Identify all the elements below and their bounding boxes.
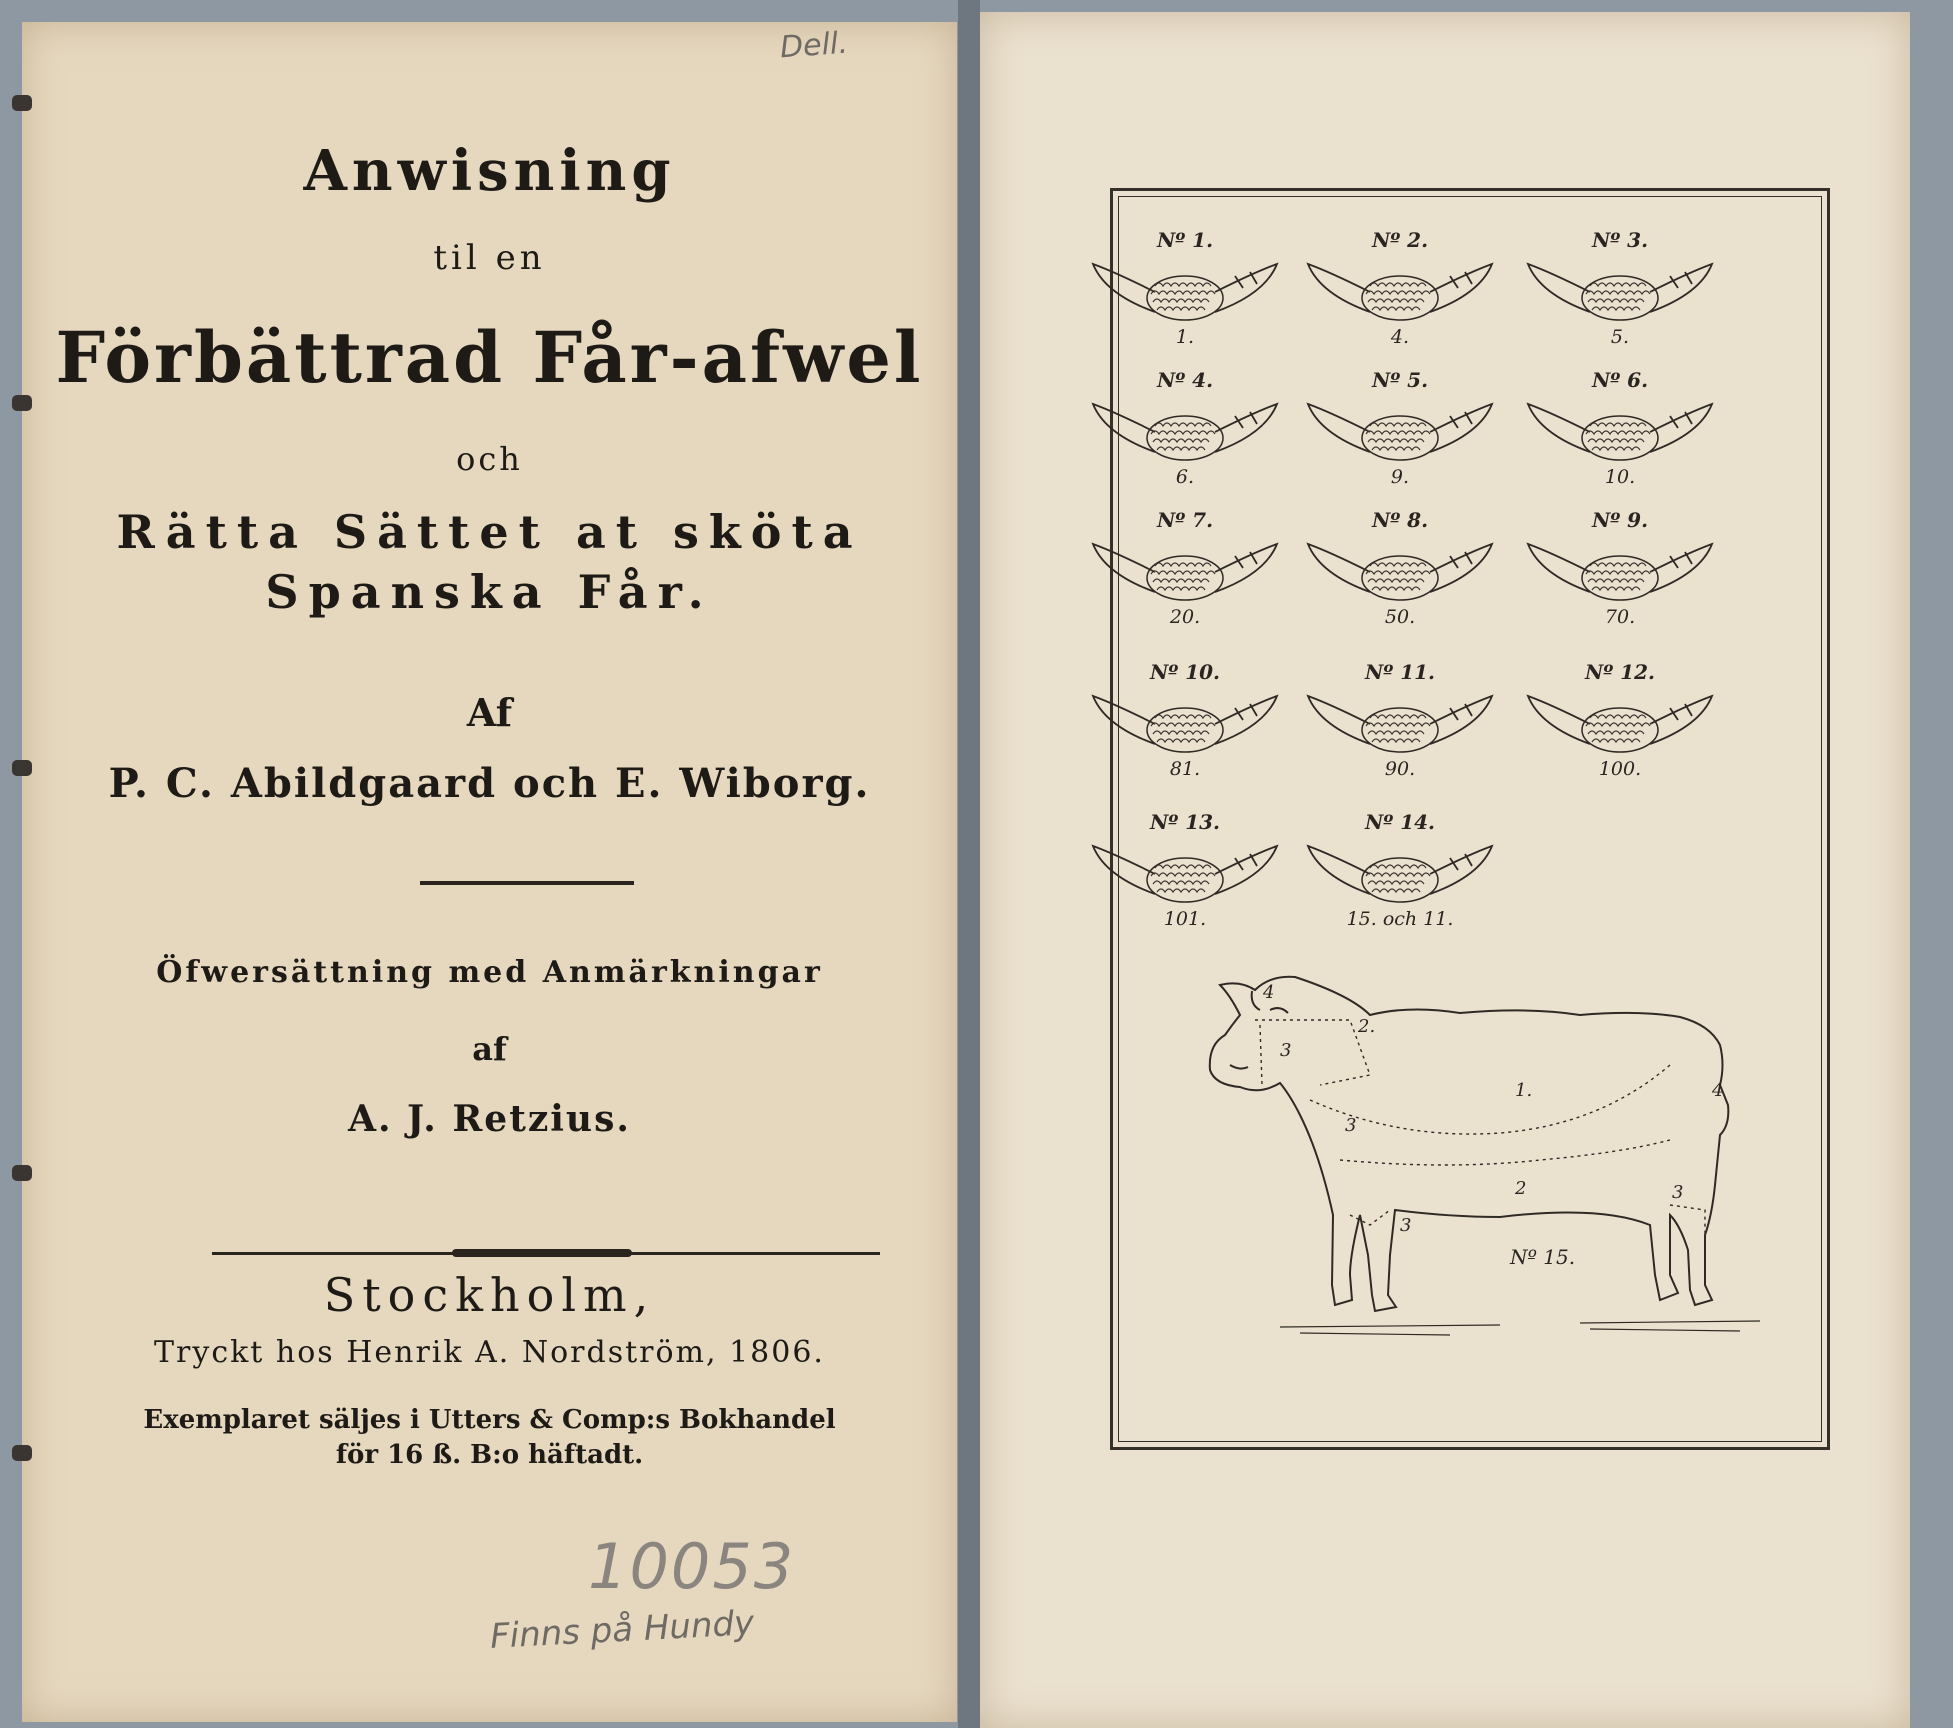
wool-ear-icon xyxy=(1520,254,1720,326)
figure-number: Nº 14. xyxy=(1364,810,1436,834)
figure-number: Nº 6. xyxy=(1591,368,1649,392)
figure-number: Nº 4. xyxy=(1156,368,1214,392)
figure-number: Nº 3. xyxy=(1591,228,1649,252)
wool-ear-icon xyxy=(1085,686,1285,758)
imprint-city: Stockholm, xyxy=(323,1268,656,1322)
wool-sample-figure xyxy=(1300,368,1500,488)
wool-ear-icon xyxy=(1085,394,1285,466)
imprint-printer: Tryckt hos Henrik A. Nordström, 1806. xyxy=(154,1335,825,1370)
wool-grade: 70. xyxy=(1604,606,1636,628)
sheep-figure-label: Nº 15. xyxy=(1510,1245,1576,1269)
wool-grade: 100. xyxy=(1598,758,1642,780)
subtitle-line-2: Spanska Får. xyxy=(265,565,714,619)
sheep-region-label: 3 xyxy=(1345,1115,1357,1136)
wool-grade: 1. xyxy=(1175,326,1195,348)
wool-grade: 20. xyxy=(1169,606,1201,628)
figure-number: Nº 13. xyxy=(1149,810,1221,834)
ornamental-rule-center xyxy=(452,1249,632,1257)
wool-grade: 5. xyxy=(1610,326,1630,348)
sheep-region-label: 4 xyxy=(1712,1080,1724,1101)
wool-sample-figure xyxy=(1300,508,1500,628)
wool-sample-figure xyxy=(1085,508,1285,628)
wool-ear-icon xyxy=(1085,836,1285,908)
sheep-region-label: 3 xyxy=(1400,1215,1412,1236)
pencil-accession-number: 10053 xyxy=(588,1530,796,1603)
wool-grade: 9. xyxy=(1390,466,1410,488)
wool-sample-figure xyxy=(1520,660,1720,780)
wool-grade: 15. och 11. xyxy=(1346,908,1454,930)
wool-ear-icon xyxy=(1300,836,1500,908)
wool-ear-icon xyxy=(1520,686,1720,758)
figure-number: Nº 8. xyxy=(1371,508,1429,532)
wool-sample-figure xyxy=(1300,660,1500,780)
wool-ear-icon xyxy=(1300,534,1500,606)
authors: P. C. Abildgaard och E. Wiborg. xyxy=(108,760,871,807)
sheep-region-label: 4 xyxy=(1263,982,1275,1003)
wool-grade: 101. xyxy=(1163,908,1207,930)
wool-sample-figure xyxy=(1085,368,1285,488)
wool-ear-icon xyxy=(1300,686,1500,758)
translation-note: Öfwersättning med Anmärkningar xyxy=(156,955,823,990)
wool-ear-icon xyxy=(1085,254,1285,326)
sheep-region-label: 1. xyxy=(1515,1080,1533,1101)
sheep-region-label: 2. xyxy=(1358,1016,1376,1037)
figure-number: Nº 1. xyxy=(1156,228,1214,252)
sheep-region-label: 3 xyxy=(1672,1182,1684,1203)
figure-number: Nº 7. xyxy=(1156,508,1214,532)
wool-sample-figure xyxy=(1520,508,1720,628)
sheep-region-label: 3 xyxy=(1280,1040,1292,1061)
wool-ear-icon xyxy=(1300,254,1500,326)
wool-ear-icon xyxy=(1520,394,1720,466)
subtitle-line-1: Rätta Sättet at sköta xyxy=(116,505,863,559)
wool-sample-figure xyxy=(1085,810,1285,930)
wool-sample-figure xyxy=(1300,228,1500,348)
wool-grade: 10. xyxy=(1604,466,1636,488)
wool-sample-figure xyxy=(1300,810,1500,930)
wool-sample-figure xyxy=(1520,228,1720,348)
wool-grade: 4. xyxy=(1390,326,1410,348)
figure-number: Nº 5. xyxy=(1371,368,1429,392)
figure-number: Nº 12. xyxy=(1584,660,1656,684)
figure-number: Nº 9. xyxy=(1591,508,1649,532)
wool-sample-figure xyxy=(1085,660,1285,780)
wool-sample-figure xyxy=(1520,368,1720,488)
pencil-annotation-note: Finns på Hundy xyxy=(489,1603,756,1657)
figure-number: Nº 2. xyxy=(1371,228,1429,252)
sale-note-line-2: för 16 ß. B:o häftadt. xyxy=(335,1440,644,1470)
figure-number: Nº 10. xyxy=(1149,660,1221,684)
by-line-1: Af xyxy=(466,690,513,735)
wool-ear-icon xyxy=(1300,394,1500,466)
translator: A. J. Retzius. xyxy=(348,1098,631,1140)
figure-number: Nº 11. xyxy=(1364,660,1436,684)
title-line-2: til en xyxy=(433,238,546,278)
wool-grade: 6. xyxy=(1175,466,1195,488)
title-conjunction: och xyxy=(456,440,523,478)
pencil-annotation-top: Dell. xyxy=(778,25,849,66)
book-gutter xyxy=(958,0,980,1728)
title-line-3: Förbättrad Får-afwel xyxy=(55,316,924,399)
wool-grade: 50. xyxy=(1384,606,1416,628)
wool-ear-icon xyxy=(1520,534,1720,606)
ornamental-rule xyxy=(420,881,634,885)
wool-grade: 90. xyxy=(1384,758,1416,780)
sheep-region-label: 2 xyxy=(1515,1178,1527,1199)
sheep-illustration xyxy=(1200,955,1780,1365)
wool-sample-figure xyxy=(1085,228,1285,348)
by-line-2: af xyxy=(472,1030,507,1068)
wool-ear-icon xyxy=(1085,534,1285,606)
wool-grade: 81. xyxy=(1169,758,1201,780)
title-line-1: Anwisning xyxy=(303,138,676,204)
sale-note-line-1: Exemplaret säljes i Utters & Comp:s Bokhandel xyxy=(143,1405,836,1435)
